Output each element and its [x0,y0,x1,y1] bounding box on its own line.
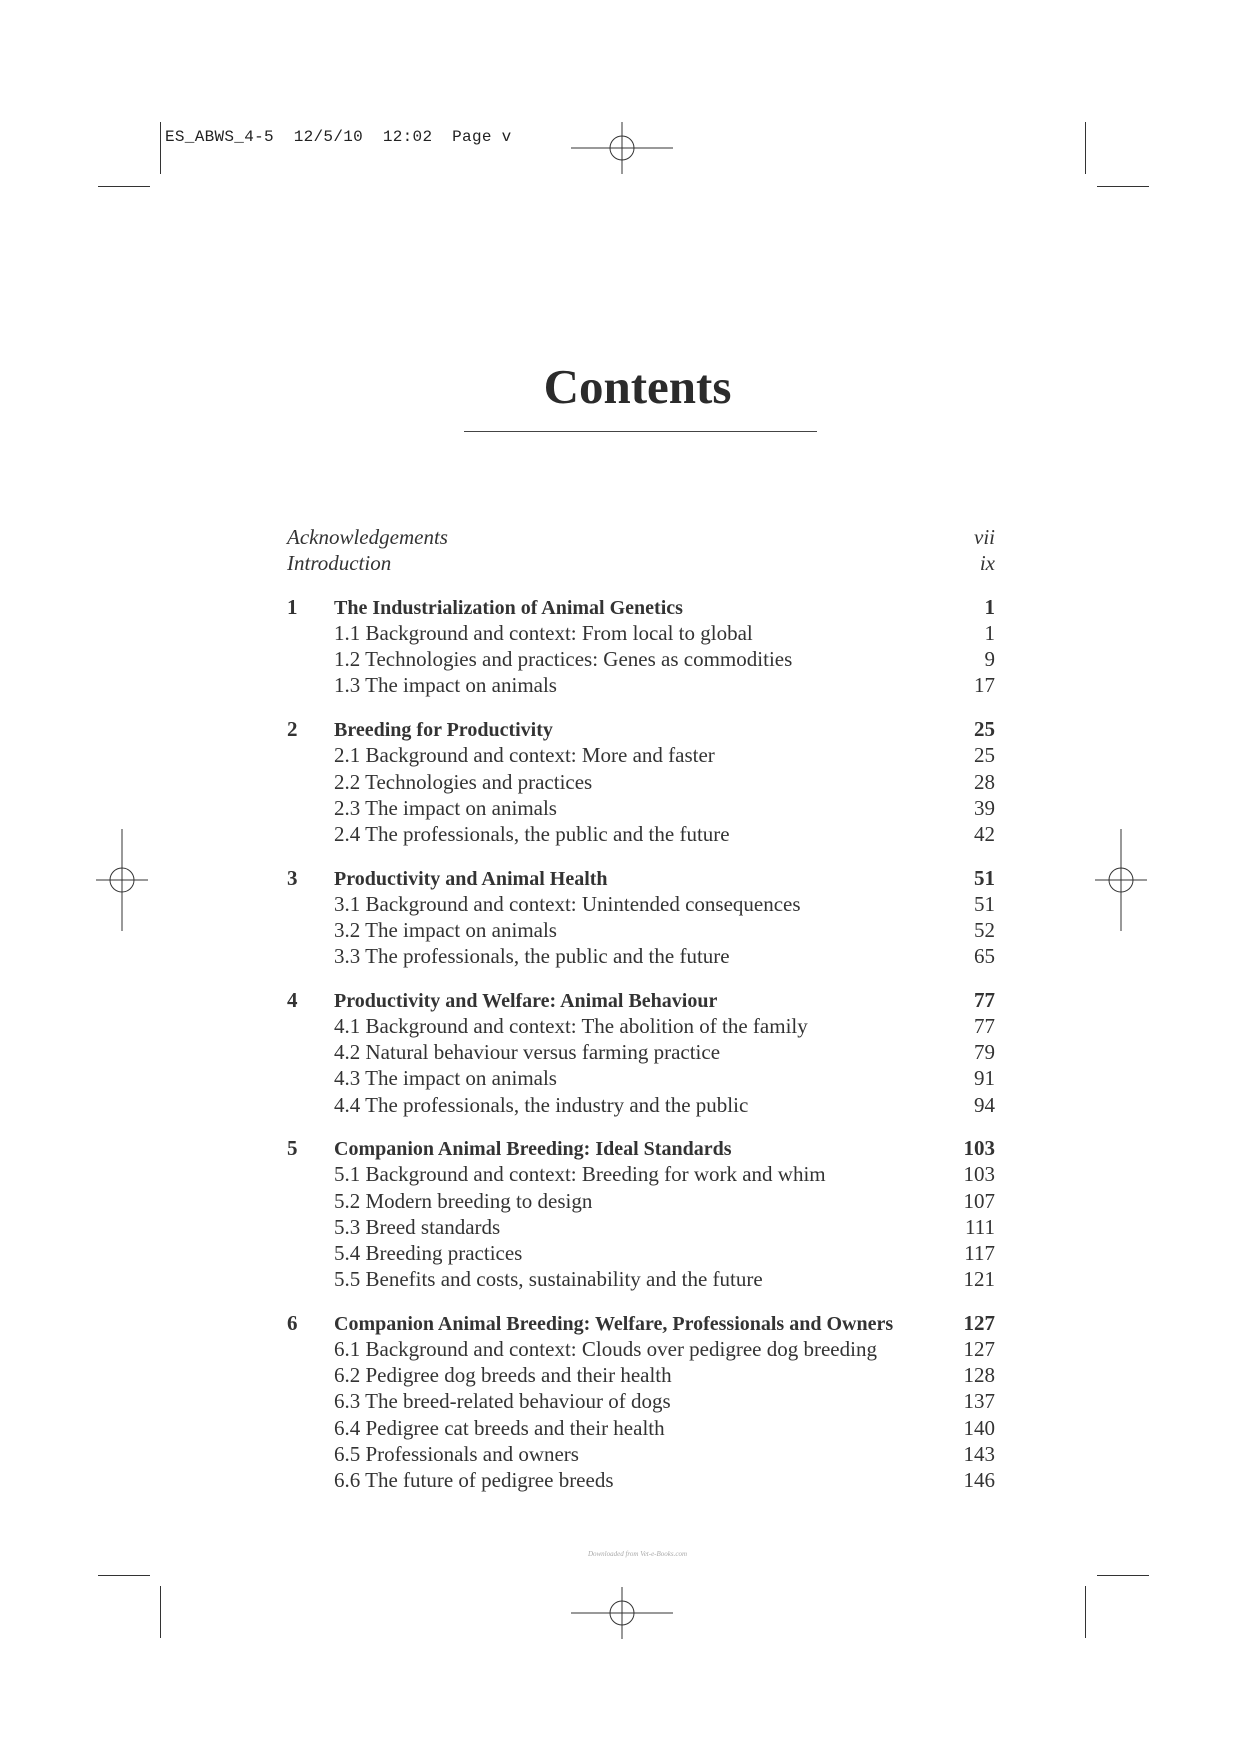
toc-page-number: ix [979,551,995,576]
toc-page-number: 127 [963,1337,995,1362]
chapter-number: 1 [287,594,298,619]
registration-mark-left-icon [96,829,148,931]
section-title: 1.2 Technologies and practices: Genes as commodities [334,647,793,672]
toc-section-row [287,1188,995,1214]
section-title: 5.3 Breed standards [334,1214,501,1239]
chapter-number: 6 [287,1310,298,1335]
section-title: 4.3 The impact on animals [334,1066,557,1091]
chapter-title: Companion Animal Breeding: Welfare, Professionals and Owners [334,1312,894,1335]
chapter-title: The Industrialization of Animal Genetics [334,596,683,619]
section-title: 4.2 Natural behaviour versus farming practice [334,1040,721,1065]
toc-entry-label: Acknowledgements [287,525,448,549]
section-title: 5.1 Background and context: Breeding for work and whim [334,1162,826,1187]
toc-chapter-row [287,865,995,891]
toc-page-number: 17 [974,673,995,698]
section-title: 4.1 Background and context: The abolition of the family [334,1014,808,1038]
toc-page-number: 25 [974,717,995,742]
toc-page-number: 127 [963,1310,995,1335]
toc-page-number: 111 [965,1214,995,1239]
toc-page-number: 103 [963,1136,995,1161]
toc-section-row [287,1441,995,1467]
toc-page-number: 1 [984,621,995,646]
toc-page-number: 51 [974,865,995,890]
section-title: 6.4 Pedigree cat breeds and their health [334,1415,665,1440]
section-title: 6.2 Pedigree dog breeds and their health [334,1363,672,1388]
toc-section-row [287,620,995,646]
crop-mark-top-left-horizontal [98,186,150,187]
section-title: 6.1 Background and context: Clouds over pedigree dog breeding [334,1337,877,1362]
toc-page-number: 79 [974,1040,995,1065]
toc-section-row [287,1161,995,1187]
crop-mark-bottom-right-horizontal [1097,1575,1149,1576]
toc-section-row [287,1065,995,1091]
toc-section-row [287,1415,995,1441]
toc-page-number: 42 [974,821,995,846]
toc-section-row [287,795,995,821]
toc-front-matter-row [287,550,995,576]
section-title: 1.3 The impact on animals [334,673,557,698]
chapter-number: 5 [287,1136,298,1161]
chapter-title: Productivity and Animal Health [334,867,608,890]
toc-section-row [287,672,995,698]
toc-section-row [287,1336,995,1362]
table-of-contents [287,524,995,1493]
toc-section-row [287,646,995,672]
section-title: 3.3 The professionals, the public and the future [334,944,730,969]
section-title: 3.2 The impact on animals [334,917,557,942]
toc-page-number: 137 [963,1389,995,1414]
toc-chapter-row [287,987,995,1013]
crop-mark-bottom-left-horizontal [98,1575,150,1576]
toc-page-number: 91 [974,1066,995,1091]
toc-page-number: 9 [984,647,995,672]
section-title: 5.2 Modern breeding to design [334,1188,593,1213]
crop-mark-top-right-vertical [1085,122,1086,174]
toc-chapter-row [287,594,995,620]
toc-page-number: 103 [963,1162,995,1187]
toc-section-row [287,1362,995,1388]
section-title: 2.1 Background and context: More and faster [334,743,715,768]
section-title: 6.3 The breed-related behaviour of dogs [334,1389,671,1414]
toc-section-row [287,917,995,943]
toc-page-number: 77 [974,987,995,1012]
title-rule [464,431,817,432]
toc-page-number: 28 [974,769,995,794]
section-title: 2.3 The impact on animals [334,795,557,820]
toc-page-number: 94 [974,1092,995,1117]
registration-mark-top-icon [571,122,673,174]
chapter-number: 4 [287,987,298,1012]
toc-section-row [287,742,995,768]
toc-page-number: 117 [964,1241,995,1265]
toc-page-number: 1 [984,594,995,619]
toc-page-number: 25 [974,743,995,768]
toc-section-row [287,1039,995,1065]
print-slug: ES_ABWS_4-5 12/5/10 12:02 Page v [165,128,512,146]
toc-page-number: 128 [963,1363,995,1388]
toc-page-number: 146 [963,1468,995,1492]
toc-section-row [287,1214,995,1240]
toc-page-number: 121 [963,1267,995,1292]
section-title: 3.1 Background and context: Unintended consequences [334,891,801,916]
toc-chapter-row [287,716,995,742]
toc-section-row [287,1092,995,1118]
chapter-title: Breeding for Productivity [334,719,553,742]
section-title: 5.5 Benefits and costs, sustainability and the future [334,1267,763,1292]
toc-section-row [287,891,995,917]
toc-section-row [287,821,995,847]
registration-mark-bottom-icon [571,1587,673,1639]
chapter-title: Companion Animal Breeding: Ideal Standards [334,1138,732,1161]
download-watermark: Downloaded from Vet-e-Books.com [587,1550,688,1558]
toc-page-number: 51 [974,891,995,916]
toc-section-row [287,1266,995,1292]
section-title: 5.4 Breeding practices [334,1241,523,1265]
toc-page-number: 39 [974,795,995,820]
toc-section-row [287,1013,995,1039]
registration-mark-right-icon [1095,829,1147,931]
section-title: 1.1 Background and context: From local to global [334,621,753,646]
toc-section-row [287,1240,995,1266]
toc-page-number: 65 [974,944,995,969]
toc-page-number: 140 [963,1415,995,1440]
crop-mark-top-right-horizontal [1097,186,1149,187]
section-title: 2.4 The professionals, the public and the future [334,821,730,846]
toc-section-row [287,943,995,969]
toc-chapter-row [287,1310,995,1336]
crop-mark-bottom-right-vertical [1085,1586,1086,1638]
chapter-number: 2 [287,717,298,742]
section-title: 6.5 Professionals and owners [334,1441,579,1466]
toc-page-number: 143 [963,1441,995,1466]
toc-section-row [287,769,995,795]
toc-front-matter-row [287,524,995,550]
toc-page-number: vii [974,525,995,549]
section-title: 2.2 Technologies and practices [334,769,593,794]
toc-chapter-row [287,1135,995,1161]
toc-page-number: 52 [974,917,995,942]
toc-section-row [287,1388,995,1414]
chapter-number: 3 [287,865,298,890]
section-title: 4.4 The professionals, the industry and the public [334,1092,749,1117]
toc-section-row [287,1467,995,1493]
page-title: Contents [543,359,732,414]
crop-mark-top-left-vertical [160,122,161,174]
toc-page-number: 77 [974,1014,995,1038]
toc-entry-label: Introduction [287,551,392,576]
section-title: 6.6 The future of pedigree breeds [334,1468,614,1492]
crop-mark-bottom-left-vertical [160,1586,161,1638]
toc-page-number: 107 [963,1188,995,1213]
chapter-title: Productivity and Welfare: Animal Behaviour [334,989,718,1012]
